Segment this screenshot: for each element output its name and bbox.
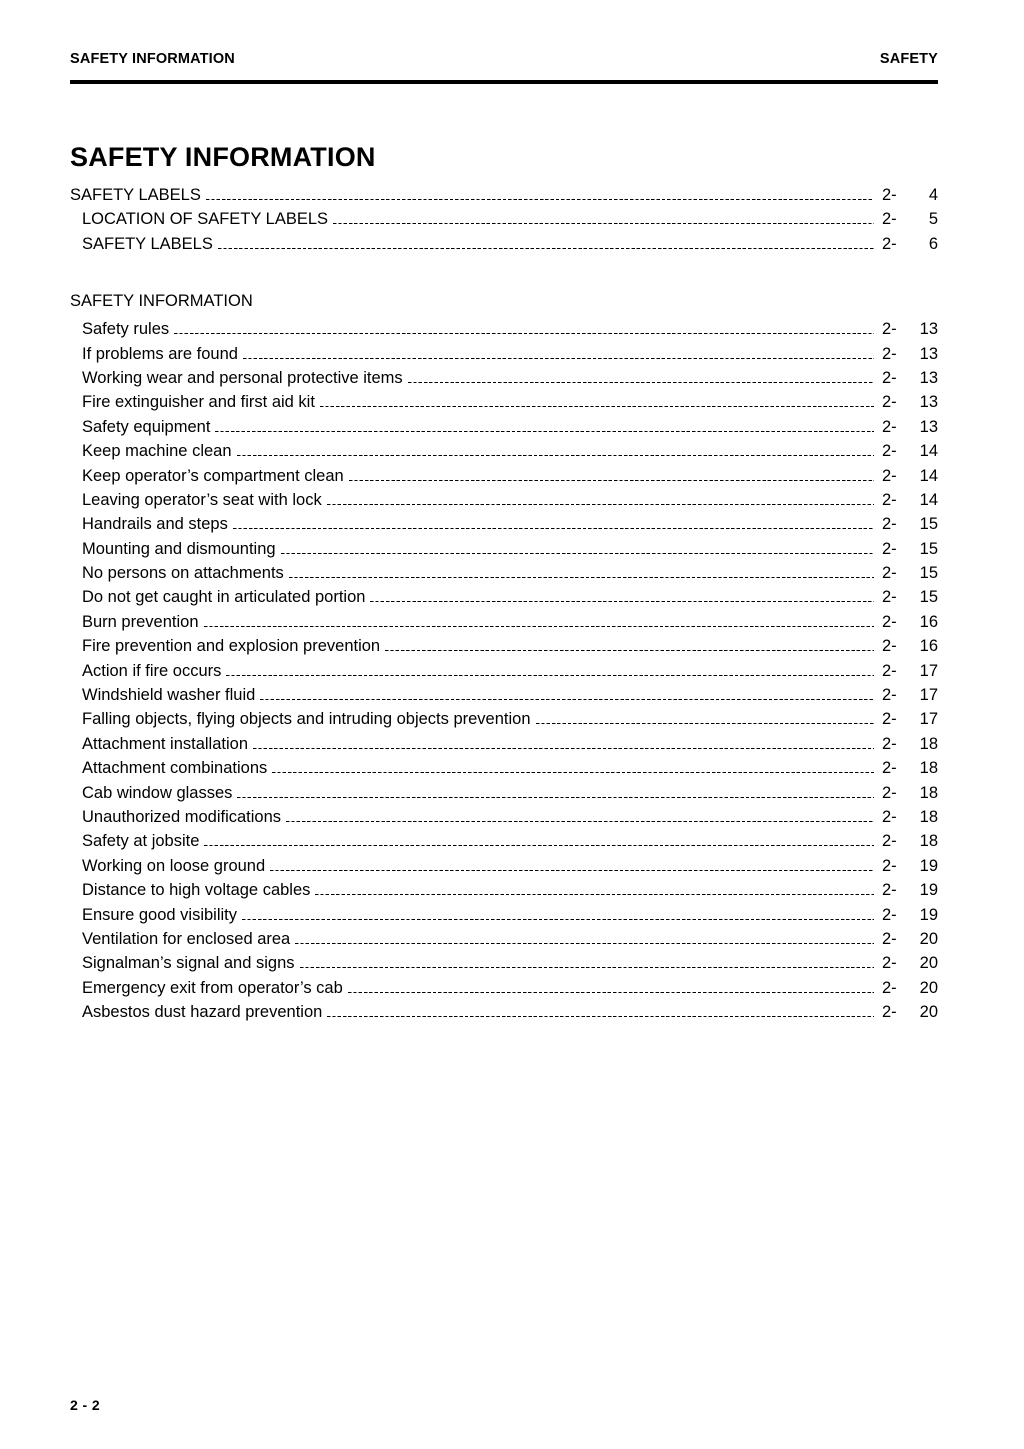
toc-page-value: 18 [919,783,938,802]
toc-entry-label: Asbestos dust hazard prevention [82,1003,323,1022]
toc-leader-dashes [320,406,874,407]
toc-leader-dashes [233,528,874,529]
toc-page-number [874,832,938,851]
toc-entry[interactable] [70,210,938,234]
toc-entry[interactable] [70,906,938,930]
toc-page-number [874,1003,938,1022]
toc-page-number [874,515,938,534]
toc-page-number [874,735,938,754]
toc-entry[interactable] [70,467,938,491]
toc-entry[interactable] [70,345,938,369]
toc-page-value: 18 [919,734,938,753]
toc-chapter-prefix: 2- [882,1003,897,1022]
page-title: SAFETY INFORMATION [70,142,376,173]
toc-page-value: 20 [919,954,938,973]
toc-chapter-prefix: 2- [882,686,897,705]
toc-chapter-prefix: 2- [882,588,897,607]
toc-page-value: 19 [919,856,938,875]
table-of-contents [70,186,938,1028]
toc-entry-label: Mounting and dismounting [82,539,276,558]
toc-chapter-prefix: 2- [882,442,897,461]
toc-page-value: 14 [919,490,938,509]
toc-entry-label: Working wear and personal protective items [82,368,403,387]
toc-leader-dashes [253,748,874,749]
toc-chapter-prefix: 2- [882,210,897,229]
toc-entry[interactable] [70,954,938,978]
toc-page-value: 18 [919,807,938,826]
toc-page-number [874,491,938,510]
toc-page-value: 17 [919,710,938,729]
toc-entry-label: Safety at jobsite [82,832,200,851]
toc-entry[interactable] [70,613,938,637]
toc-page-value: 19 [919,881,938,900]
toc-entry[interactable] [70,320,938,344]
toc-chapter-prefix: 2- [882,490,897,509]
toc-page-value: 17 [919,686,938,705]
toc-leader-dashes [281,553,874,554]
toc-page-value: 13 [919,344,938,363]
toc-chapter-prefix: 2- [882,929,897,948]
toc-entry-label: Fire prevention and explosion prevention [82,637,381,656]
toc-page-number [874,345,938,364]
toc-chapter-prefix: 2- [882,832,897,851]
toc-entry[interactable] [70,832,938,856]
toc-entry[interactable] [70,418,938,442]
toc-entry-label: Signalman’s signal and signs [82,954,295,973]
toc-page-value: 15 [919,539,938,558]
toc-chapter-prefix: 2- [882,661,897,680]
toc-chapter-prefix: 2- [882,881,897,900]
toc-page-value: 16 [919,612,938,631]
toc-entry[interactable] [70,1003,938,1027]
toc-leader-dashes [408,382,874,383]
toc-leader-dashes [333,223,874,224]
toc-entry[interactable] [70,393,938,417]
toc-page-number [874,686,938,705]
toc-entry-label: Ensure good visibility [82,905,237,924]
toc-entry[interactable] [70,784,938,808]
toc-page-number [874,235,938,254]
toc-chapter-prefix: 2- [882,344,897,363]
toc-entry-label: Handrails and steps [82,515,228,534]
toc-chapter-prefix: 2- [882,637,897,656]
toc-page-value: 20 [919,929,938,948]
toc-page-value: 4 [928,186,938,204]
toc-page-number [874,710,938,729]
toc-entry-label: No persons on attachments [82,564,284,583]
toc-page-number [874,393,938,412]
toc-chapter-prefix: 2- [882,954,897,973]
toc-page-number [874,881,938,900]
toc-entry-label: SAFETY LABELS [82,234,213,253]
toc-page-number [874,588,938,607]
toc-chapter-prefix: 2- [882,783,897,802]
toc-leader-dashes [204,845,874,846]
toc-chapter-prefix: 2- [882,759,897,778]
toc-page-value: 15 [919,564,938,583]
header-divider-rule [70,80,938,84]
toc-leader-dashes [206,199,874,200]
toc-page-number [874,930,938,949]
toc-page-number [874,637,938,656]
toc-entry[interactable] [70,808,938,832]
toc-leader-dashes [536,723,874,724]
toc-entry-label: Emergency exit from operator’s cab [82,978,343,997]
toc-entry-label: Do not get caught in articulated portion [82,588,366,607]
toc-page-number [874,369,938,388]
toc-entry[interactable] [70,857,938,881]
header-chapter-title: SAFETY [879,51,938,67]
toc-entry-label: LOCATION OF SAFETY LABELS [82,210,329,229]
toc-entry-label: SAFETY INFORMATION [70,292,253,311]
toc-entry[interactable] [70,588,938,612]
toc-leader-dashes [327,1016,874,1017]
toc-chapter-prefix: 2- [882,320,897,339]
toc-chapter-prefix: 2- [882,417,897,436]
toc-leader-dashes [260,699,874,700]
toc-entry[interactable] [70,979,938,1003]
toc-page-value: 20 [919,1003,938,1022]
toc-page-value: 16 [919,637,938,656]
toc-entry-label: Unauthorized modifications [82,807,282,826]
toc-leader-dashes [286,821,874,822]
toc-entry-label: Keep operator’s compartment clean [82,466,344,485]
toc-chapter-prefix: 2- [882,368,897,387]
toc-entry[interactable] [70,735,938,759]
toc-leader-dashes [174,333,874,334]
toc-entry[interactable] [70,662,938,686]
toc-entry[interactable] [70,540,938,564]
toc-leader-dashes [237,455,874,456]
toc-entry-label: Attachment installation [82,734,249,753]
toc-leader-dashes [315,894,874,895]
toc-page-value: 14 [919,442,938,461]
toc-entry-label: SAFETY LABELS [70,186,201,204]
toc-leader-dashes [215,431,874,432]
toc-leader-dashes [370,601,874,602]
toc-leader-dashes [204,626,875,627]
toc-entry[interactable] [70,759,938,783]
toc-entry-label: Ventilation for enclosed area [82,929,291,948]
toc-entry[interactable] [70,491,938,515]
toc-leader-dashes [300,967,875,968]
toc-page-number [874,320,938,339]
toc-leader-dashes [218,248,874,249]
toc-page-value: 13 [919,368,938,387]
toc-entry-label: Attachment combinations [82,759,268,778]
toc-chapter-prefix: 2- [882,466,897,485]
toc-leader-dashes [242,919,874,920]
toc-entry-label: Action if fire occurs [82,661,222,680]
toc-entry[interactable] [70,515,938,539]
toc-leader-dashes [226,675,874,676]
toc-page-value: 15 [919,588,938,607]
toc-chapter-prefix: 2- [882,905,897,924]
toc-page-number [874,808,938,827]
toc-entry-label: Fire extinguisher and first aid kit [82,393,315,412]
toc-page-number [874,857,938,876]
toc-chapter-prefix: 2- [882,234,897,253]
toc-page-number [874,954,938,973]
toc-page-value: 6 [928,234,938,253]
toc-entry-label: If problems are found [82,344,238,363]
toc-leader-dashes [289,577,874,578]
toc-leader-dashes [348,992,874,993]
toc-page-number [874,210,938,229]
toc-page-value: 14 [919,466,938,485]
toc-page-number [874,784,938,803]
toc-leader-dashes [349,480,874,481]
toc-entry[interactable] [70,186,938,210]
toc-chapter-prefix: 2- [882,515,897,534]
toc-chapter-prefix: 2- [882,710,897,729]
toc-page-number [874,540,938,559]
toc-page-number [874,186,938,205]
toc-leader-dashes [295,943,874,944]
toc-page-number [874,442,938,461]
toc-entry[interactable] [70,881,938,905]
toc-entry[interactable] [70,637,938,661]
toc-page-number [874,906,938,925]
toc-chapter-prefix: 2- [882,856,897,875]
toc-entry[interactable] [70,369,938,393]
toc-page-value: 13 [919,320,938,339]
toc-page-number [874,662,938,681]
toc-entry[interactable] [70,564,938,588]
toc-page-value: 19 [919,905,938,924]
toc-entry-label: Windshield washer fluid [82,686,256,705]
toc-chapter-prefix: 2- [882,564,897,583]
toc-chapter-prefix: 2- [882,978,897,997]
toc-leader-dashes [243,358,874,359]
toc-page-value: 5 [928,210,938,229]
toc-entry[interactable] [70,442,938,466]
toc-chapter-prefix: 2- [882,539,897,558]
toc-leader-dashes [385,650,874,651]
toc-chapter-prefix: 2- [882,393,897,412]
toc-page-number [874,418,938,437]
toc-page-number [874,467,938,486]
toc-entry-label: Distance to high voltage cables [82,881,311,900]
toc-section-heading [70,292,938,320]
toc-entry-label: Safety equipment [82,417,211,436]
toc-page-value: 13 [919,417,938,436]
toc-entry[interactable] [70,235,938,259]
toc-group [70,292,938,1027]
toc-page-value: 13 [919,393,938,412]
toc-entry-label: Working on loose ground [82,856,266,875]
toc-page-value: 18 [919,832,938,851]
toc-entry[interactable] [70,710,938,734]
toc-entry-label: Safety rules [82,320,170,339]
toc-group [70,186,938,259]
toc-chapter-prefix: 2- [882,186,897,204]
toc-page-number [874,759,938,778]
toc-chapter-prefix: 2- [882,734,897,753]
running-header [70,52,938,67]
toc-leader-dashes [237,797,874,798]
toc-entry-label: Falling objects, flying objects and intruding objects prevention [82,710,531,729]
toc-page-number [874,564,938,583]
toc-entry[interactable] [70,686,938,710]
toc-page-value: 15 [919,515,938,534]
toc-leader-dashes [327,504,874,505]
footer-page-number: 2 - 2 [70,1397,101,1413]
toc-chapter-prefix: 2- [882,807,897,826]
header-section-title: SAFETY INFORMATION [70,51,235,67]
toc-leader-dashes [272,772,874,773]
toc-page-value: 20 [919,978,938,997]
toc-chapter-prefix: 2- [882,612,897,631]
toc-leader-dashes [270,870,874,871]
toc-page-value: 17 [919,661,938,680]
toc-entry-label: Keep machine clean [82,442,232,461]
toc-page-value: 18 [919,759,938,778]
toc-entry-label: Leaving operator’s seat with lock [82,490,322,509]
toc-page-number [874,613,938,632]
toc-entry-label: Burn prevention [82,612,199,631]
toc-entry-label: Cab window glasses [82,783,233,802]
toc-group-separator [70,259,938,292]
toc-page-number [874,979,938,998]
toc-entry[interactable] [70,930,938,954]
